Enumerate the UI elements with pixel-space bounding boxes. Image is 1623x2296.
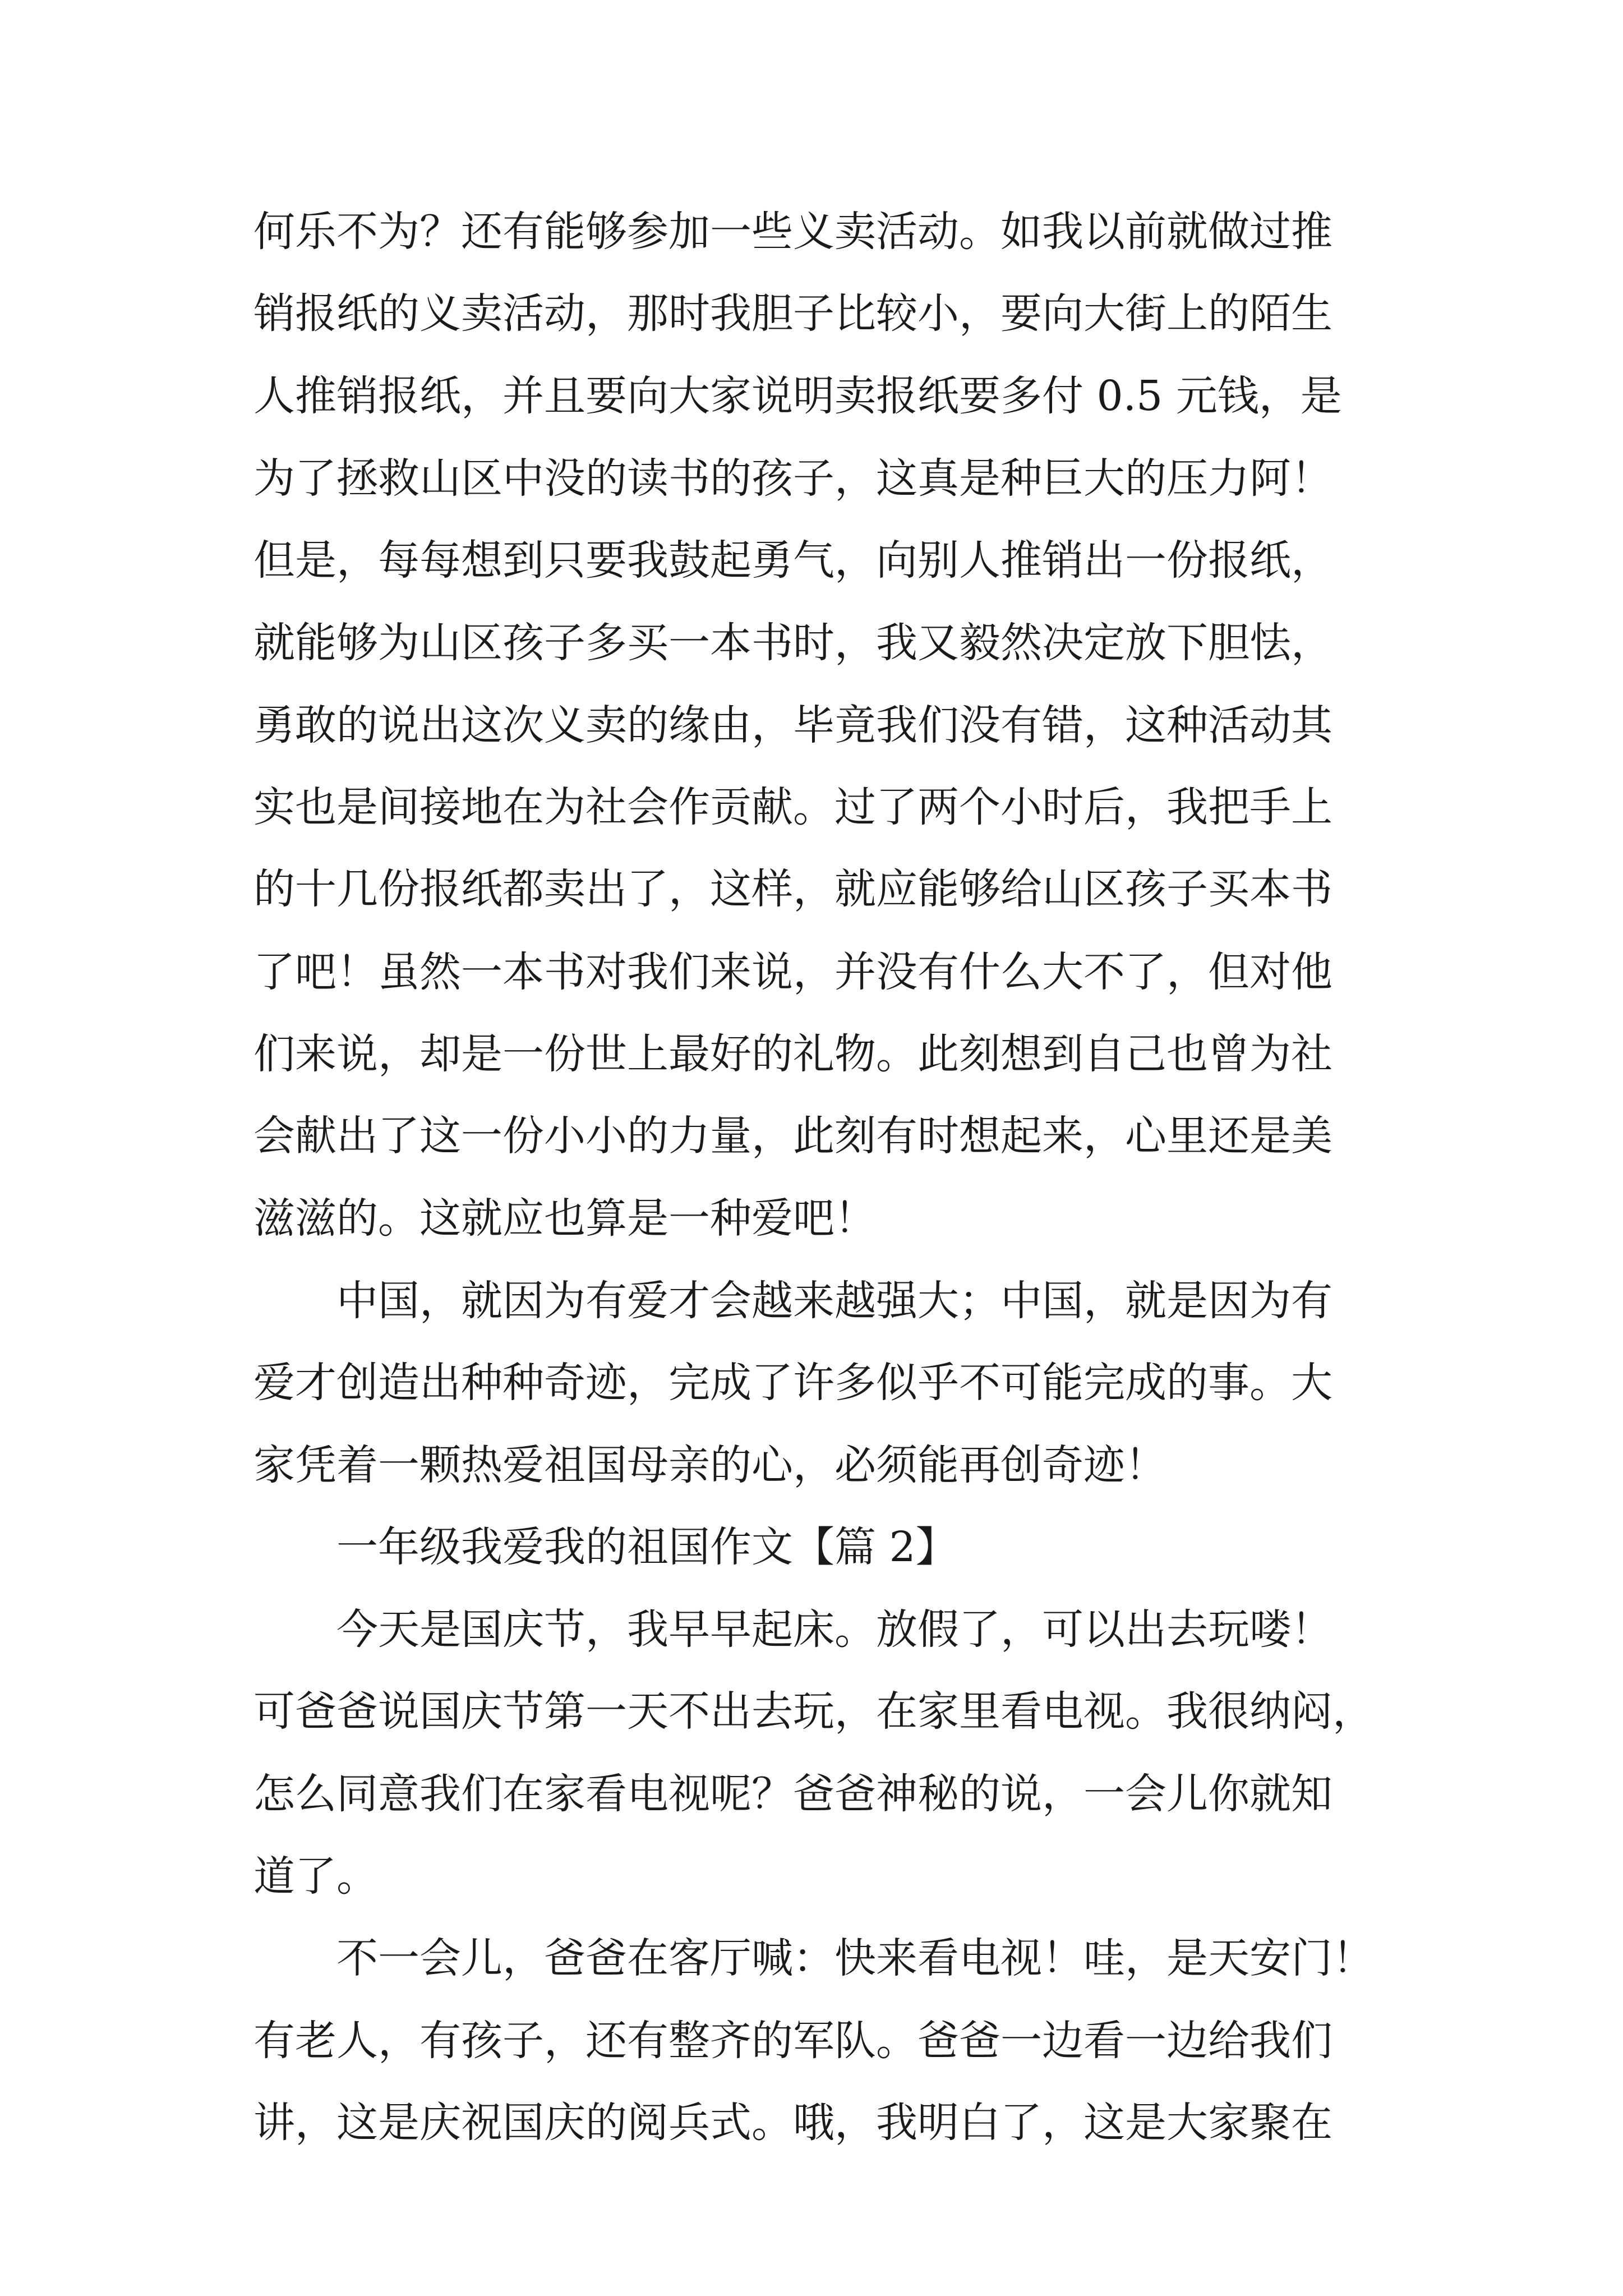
- text-line: 爱才创造出种种奇迹，完成了许多似乎不可能完成的事。大: [253, 1359, 1332, 1407]
- paragraph-start-line: 不一会儿，爸爸在客厅喊：快来看电视！哇，是天安门！: [336, 1934, 1374, 1982]
- text-line: 滋滋的。这就应也算是一种爱吧！: [253, 1194, 876, 1243]
- text-line: 会献出了这一份小小的力量，此刻有时想起来，心里还是美: [253, 1112, 1332, 1160]
- text-line: 可爸爸说国庆节第一天不出去玩，在家里看电视。我很纳闷，: [253, 1687, 1374, 1736]
- text-line: 何乐不为？还有能够参加一些义卖活动。如我以前就做过推: [253, 208, 1332, 256]
- text-line: 讲，这是庆祝国庆的阅兵式。哦，我明白了，这是大家聚在: [253, 2099, 1332, 2147]
- text-line: 们来说，却是一份世上最好的礼物。此刻想到自己也曾为社: [253, 1030, 1332, 1078]
- text-line: 有老人，有孩子，还有整齐的军队。爸爸一边看一边给我们: [253, 2017, 1332, 2065]
- text-line: 家凭着一颗热爱祖国母亲的心，必须能再创奇迹！: [253, 1441, 1166, 1489]
- text-line: 就能够为山区孩子多买一本书时，我又毅然决定放下胆怯，: [253, 619, 1332, 667]
- text-line: 人推销报纸，并且要向大家说明卖报纸要多付 0.5 元钱，是: [253, 372, 1342, 420]
- text-line: 但是，每每想到只要我鼓起勇气，向别人推销出一份报纸，: [253, 536, 1332, 585]
- text-line: 怎么同意我们在家看电视呢？爸爸神秘的说，一会儿你就知: [253, 1770, 1332, 1818]
- text-line: 实也是间接地在为社会作贡献。过了两个小时后，我把手上: [253, 783, 1332, 831]
- paragraph-start-line: 中国，就因为有爱才会越来越强大；中国，就是因为有: [336, 1277, 1332, 1325]
- text-line: 的十几份报纸都卖出了，这样，就应能够给山区孩子买本书: [253, 865, 1332, 913]
- text-line: 道了。: [253, 1852, 378, 1901]
- text-line: 销报纸的义卖活动，那时我胆子比较小，要向大街上的陌生: [253, 289, 1332, 338]
- section-heading: 一年级我爱我的祖国作文【篇 2】: [336, 1523, 957, 1571]
- text-line: 了吧！虽然一本书对我们来说，并没有什么大不了，但对他: [253, 948, 1332, 996]
- text-line: 为了拯救山区中没的读书的孩子，这真是种巨大的压力阿！: [253, 454, 1332, 503]
- paragraph-start-line: 今天是国庆节，我早早起床。放假了，可以出去玩喽！: [336, 1605, 1332, 1654]
- text-line: 勇敢的说出这次义卖的缘由，毕竟我们没有错，这种活动其: [253, 701, 1332, 749]
